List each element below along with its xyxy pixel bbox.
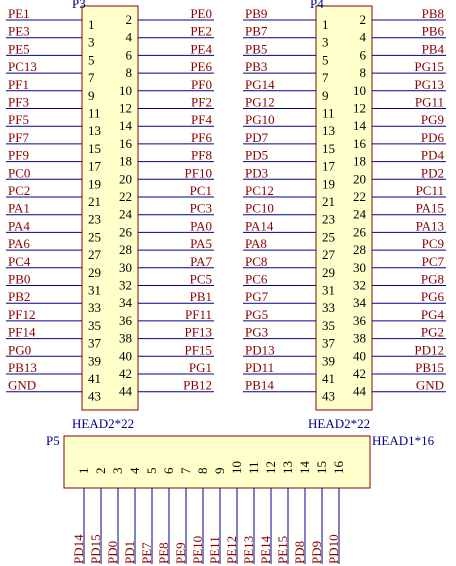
p3-left-net-label: PB0 bbox=[8, 271, 31, 287]
p4-even-pin-number: 22 bbox=[353, 189, 366, 204]
p4-left-net-label: PA8 bbox=[245, 236, 267, 252]
p4-odd-pin-number: 19 bbox=[322, 176, 335, 192]
p4-right-net-label: PC11 bbox=[415, 183, 444, 198]
p3-ref-label: P3 bbox=[72, 0, 86, 11]
p4-right-net-label: PA15 bbox=[415, 200, 444, 216]
p3-even-pin-number: 28 bbox=[119, 242, 132, 258]
p3-odd-pin-number: 29 bbox=[88, 264, 101, 280]
p4-right-net-label: PD6 bbox=[420, 129, 444, 145]
p3-odd-pin-number: 39 bbox=[88, 353, 101, 369]
p4-odd-pin-number: 3 bbox=[322, 34, 329, 50]
p4-right-net-label: PC7 bbox=[421, 253, 444, 269]
p4-odd-pin-number: 31 bbox=[322, 282, 335, 298]
p4-odd-pin-number: 21 bbox=[322, 194, 335, 209]
p3-odd-pin-number: 41 bbox=[88, 371, 101, 386]
p3-odd-pin-number: 25 bbox=[88, 229, 101, 245]
p5-pin-number: 12 bbox=[263, 461, 278, 474]
p3-left-net-label: PF7 bbox=[8, 129, 29, 145]
p5-net-label: PE14 bbox=[258, 535, 273, 564]
p4-right-net-label: PA13 bbox=[415, 218, 444, 234]
p4-left-net-label: PG7 bbox=[245, 289, 269, 305]
p4-right-net-label: PC9 bbox=[421, 236, 444, 252]
p5-pin-number: 15 bbox=[314, 461, 329, 474]
p3-left-net-label: PF9 bbox=[8, 147, 29, 163]
p4-odd-pin-number: 5 bbox=[322, 52, 329, 68]
p4-even-pin-number: 26 bbox=[353, 224, 366, 240]
p3-right-net-label: PE2 bbox=[190, 23, 212, 39]
p4-ref-label: P4 bbox=[310, 0, 324, 11]
p3-even-pin-number: 6 bbox=[125, 47, 132, 63]
p4-left-net-label: PC12 bbox=[245, 183, 274, 198]
p4-even-pin-number: 10 bbox=[353, 82, 366, 98]
p5-pin-number: 14 bbox=[297, 461, 312, 474]
p3-odd-pin-number: 33 bbox=[88, 300, 101, 316]
p4-odd-pin-number: 15 bbox=[322, 140, 335, 156]
p4-even-pin-number: 28 bbox=[353, 242, 366, 258]
p4-even-pin-number: 42 bbox=[353, 366, 366, 381]
p3-left-net-label: PE1 bbox=[8, 6, 30, 21]
p4-even-pin-number: 6 bbox=[359, 47, 366, 63]
p4-right-net-label: PB15 bbox=[415, 360, 444, 375]
p3-left-net-label: PC4 bbox=[8, 253, 31, 269]
p5-pin-number: 3 bbox=[110, 467, 125, 474]
connector-p5 bbox=[46, 433, 435, 564]
p3-left-net-label: PG0 bbox=[8, 342, 32, 358]
p3-right-net-label: PF8 bbox=[191, 147, 212, 163]
p5-pin-number: 9 bbox=[212, 467, 227, 474]
p3-left-net-label: PC13 bbox=[8, 59, 37, 75]
p5-pin-number: 13 bbox=[280, 461, 295, 474]
p4-even-pin-number: 8 bbox=[359, 65, 366, 81]
p4-even-pin-number: 40 bbox=[353, 348, 366, 364]
p5-net-label: PE12 bbox=[224, 535, 239, 564]
p4-even-pin-number: 38 bbox=[353, 330, 366, 346]
p4-left-net-label: PB9 bbox=[245, 6, 268, 21]
p5-pin-number: 16 bbox=[331, 461, 346, 474]
p3-left-net-label: PB2 bbox=[8, 289, 31, 305]
p4-even-pin-number: 18 bbox=[353, 153, 366, 169]
p3-left-net-label: PF14 bbox=[8, 324, 36, 340]
p4-right-net-label: PD4 bbox=[420, 147, 444, 163]
p3-odd-pin-number: 1 bbox=[88, 17, 95, 32]
p4-even-pin-number: 34 bbox=[353, 295, 366, 311]
p3-even-pin-number: 36 bbox=[119, 312, 132, 328]
p3-odd-pin-number: 7 bbox=[88, 70, 95, 86]
p5-pin-number: 11 bbox=[246, 461, 261, 474]
p3-left-net-label: PE5 bbox=[8, 41, 30, 57]
p4-left-net-label: PA14 bbox=[245, 218, 274, 234]
p3-comment-label: HEAD2*22 bbox=[72, 416, 135, 431]
p5-net-label: PE9 bbox=[173, 542, 188, 564]
p5-net-label: PD14 bbox=[71, 534, 86, 564]
p3-right-net-label: PC1 bbox=[189, 183, 212, 198]
p4-odd-pin-number: 33 bbox=[322, 300, 335, 316]
p3-left-net-label: GND bbox=[8, 377, 37, 393]
p3-even-pin-number: 44 bbox=[119, 383, 132, 399]
p4-even-pin-number: 32 bbox=[353, 277, 366, 293]
p4-left-net-label: PD13 bbox=[245, 342, 275, 358]
p3-even-pin-number: 2 bbox=[125, 12, 132, 27]
p3-left-net-label: PB13 bbox=[8, 360, 37, 375]
p5-pin-number: 6 bbox=[161, 467, 176, 474]
p5-pin-number: 8 bbox=[195, 467, 210, 474]
p3-odd-pin-number: 11 bbox=[88, 105, 101, 121]
p5-pin-number: 2 bbox=[93, 467, 108, 474]
p5-net-label: PE7 bbox=[139, 542, 154, 564]
p4-odd-pin-number: 39 bbox=[322, 353, 335, 369]
p4-left-net-label: PC6 bbox=[245, 271, 268, 287]
p3-even-pin-number: 30 bbox=[119, 259, 132, 275]
p4-even-pin-number: 36 bbox=[353, 312, 366, 328]
p4-left-net-label: PD3 bbox=[245, 165, 269, 181]
p3-even-pin-number: 10 bbox=[119, 82, 132, 98]
p3-odd-pin-number: 19 bbox=[88, 176, 101, 192]
p4-left-net-label: PG3 bbox=[245, 324, 269, 340]
p3-right-net-label: PE6 bbox=[190, 59, 212, 75]
p3-right-net-label: PE0 bbox=[190, 6, 212, 21]
p4-right-net-label: PG15 bbox=[414, 59, 444, 75]
p3-even-pin-number: 38 bbox=[119, 330, 132, 346]
p3-left-net-label: PF1 bbox=[8, 76, 29, 92]
p3-right-net-label: PA0 bbox=[190, 218, 212, 234]
p3-right-net-label: PF13 bbox=[184, 324, 212, 340]
p5-net-label: PE8 bbox=[156, 542, 171, 564]
p3-right-net-label: PF11 bbox=[185, 306, 212, 322]
p3-left-net-label: PC2 bbox=[8, 183, 31, 198]
p5-pin-number: 10 bbox=[229, 461, 244, 474]
p3-right-net-label: PF4 bbox=[191, 112, 212, 128]
p4-right-net-label: PB6 bbox=[421, 23, 444, 39]
p4-right-net-label: PG13 bbox=[414, 76, 444, 92]
p3-odd-pin-number: 3 bbox=[88, 34, 95, 50]
p4-odd-pin-number: 37 bbox=[322, 335, 335, 351]
p5-net-label: PD15 bbox=[88, 534, 103, 564]
p3-right-net-label: PC3 bbox=[189, 200, 212, 216]
p5-pin-number: 7 bbox=[178, 467, 193, 474]
p4-right-net-label: GND bbox=[415, 377, 444, 393]
p3-left-net-label: PA1 bbox=[8, 200, 30, 216]
p3-even-pin-number: 32 bbox=[119, 277, 132, 293]
connector-p3 bbox=[6, 0, 214, 431]
p3-even-pin-number: 14 bbox=[119, 118, 132, 134]
connector-p4 bbox=[243, 0, 446, 431]
p4-right-net-label: PG8 bbox=[420, 271, 444, 287]
p3-even-pin-number: 40 bbox=[119, 348, 132, 364]
p4-even-pin-number: 44 bbox=[353, 383, 366, 399]
p5-pin-number: 1 bbox=[76, 467, 91, 474]
p5-net-label: PD10 bbox=[326, 534, 341, 564]
p4-odd-pin-number: 9 bbox=[322, 87, 329, 103]
p3-right-net-label: PE4 bbox=[190, 41, 212, 57]
p4-odd-pin-number: 25 bbox=[322, 229, 335, 245]
p3-even-pin-number: 8 bbox=[125, 65, 132, 81]
p3-right-net-label: PG1 bbox=[188, 360, 212, 375]
p3-right-net-label: PF2 bbox=[191, 94, 212, 110]
p5-pin-number: 5 bbox=[144, 467, 159, 474]
p5-net-label: PD0 bbox=[105, 540, 120, 564]
p4-odd-pin-number: 13 bbox=[322, 123, 335, 139]
p4-left-net-label: PD7 bbox=[245, 129, 269, 145]
p4-even-pin-number: 2 bbox=[359, 12, 366, 27]
p3-right-net-label: PB1 bbox=[189, 289, 212, 305]
p5-net-label: PE11 bbox=[207, 536, 222, 564]
p3-even-pin-number: 16 bbox=[119, 135, 132, 151]
p3-odd-pin-number: 5 bbox=[88, 52, 95, 68]
p4-left-net-label: PB7 bbox=[245, 23, 268, 39]
p4-left-net-label: PC8 bbox=[245, 253, 268, 269]
p5-net-label: PD1 bbox=[122, 540, 137, 564]
p4-left-net-label: PD11 bbox=[245, 360, 275, 375]
p4-left-net-label: PB5 bbox=[245, 41, 268, 57]
p3-even-pin-number: 4 bbox=[125, 29, 132, 45]
p5-net-label: PE13 bbox=[241, 535, 256, 564]
p4-odd-pin-number: 29 bbox=[322, 264, 335, 280]
p4-odd-pin-number: 1 bbox=[322, 17, 329, 32]
p4-odd-pin-number: 17 bbox=[322, 158, 335, 174]
p4-even-pin-number: 4 bbox=[359, 29, 366, 45]
p3-right-net-label: PF15 bbox=[184, 342, 212, 358]
p4-right-net-label: PB4 bbox=[421, 41, 444, 57]
p3-even-pin-number: 24 bbox=[119, 206, 132, 222]
p4-left-net-label: PG5 bbox=[245, 306, 269, 322]
p4-left-net-label: PG12 bbox=[245, 94, 275, 110]
p3-right-net-label: PC5 bbox=[189, 271, 212, 287]
p4-left-net-label: PC10 bbox=[245, 200, 274, 216]
p3-right-net-label: PB12 bbox=[183, 377, 212, 393]
p4-right-net-label: PG6 bbox=[420, 289, 444, 305]
p3-left-net-label: PF3 bbox=[8, 94, 29, 110]
p4-even-pin-number: 20 bbox=[353, 171, 366, 187]
p3-odd-pin-number: 43 bbox=[88, 388, 101, 404]
p3-odd-pin-number: 17 bbox=[88, 158, 101, 174]
p4-right-net-label: PG9 bbox=[420, 112, 444, 128]
p4-left-net-label: PB3 bbox=[245, 59, 268, 75]
p3-right-net-label: PF10 bbox=[184, 165, 212, 181]
p5-comment-label: HEAD1*16 bbox=[372, 433, 435, 448]
p4-even-pin-number: 30 bbox=[353, 259, 366, 275]
p5-pin-number: 4 bbox=[127, 467, 142, 474]
p4-left-net-label: PG14 bbox=[245, 76, 275, 92]
p4-odd-pin-number: 43 bbox=[322, 388, 335, 404]
p3-left-net-label: PF12 bbox=[8, 306, 36, 322]
p4-left-net-label: PB14 bbox=[245, 377, 274, 393]
p3-left-net-label: PA6 bbox=[8, 236, 30, 252]
p3-even-pin-number: 20 bbox=[119, 171, 132, 187]
p3-odd-pin-number: 9 bbox=[88, 87, 95, 103]
p3-right-net-label: PA7 bbox=[190, 253, 212, 269]
p3-odd-pin-number: 35 bbox=[88, 317, 101, 333]
p4-left-net-label: PD5 bbox=[245, 147, 269, 163]
p3-even-pin-number: 12 bbox=[119, 100, 132, 116]
p3-even-pin-number: 42 bbox=[119, 366, 132, 381]
p4-odd-pin-number: 7 bbox=[322, 70, 329, 86]
p3-left-net-label: PE3 bbox=[8, 23, 30, 39]
p3-right-net-label: PF0 bbox=[191, 76, 212, 92]
p3-right-net-label: PA5 bbox=[190, 236, 212, 252]
p3-even-pin-number: 26 bbox=[119, 224, 132, 240]
p4-odd-pin-number: 27 bbox=[322, 247, 335, 263]
p3-odd-pin-number: 13 bbox=[88, 123, 101, 139]
p4-comment-label: HEAD2*22 bbox=[308, 416, 371, 431]
p5-net-label: PE10 bbox=[190, 535, 205, 564]
p3-odd-pin-number: 15 bbox=[88, 140, 101, 156]
p3-left-net-label: PF5 bbox=[8, 112, 29, 128]
p4-odd-pin-number: 11 bbox=[322, 105, 335, 121]
p3-odd-pin-number: 31 bbox=[88, 282, 101, 298]
p5-net-label: PD8 bbox=[292, 540, 307, 564]
p4-left-net-label: PG10 bbox=[245, 112, 275, 128]
p3-odd-pin-number: 21 bbox=[88, 194, 101, 209]
p3-odd-pin-number: 23 bbox=[88, 211, 101, 227]
p5-ref-label: P5 bbox=[46, 433, 60, 448]
p3-even-pin-number: 34 bbox=[119, 295, 132, 311]
p4-right-net-label: PG4 bbox=[420, 306, 444, 322]
p4-right-net-label: PD12 bbox=[414, 342, 444, 358]
p3-odd-pin-number: 27 bbox=[88, 247, 101, 263]
p4-right-net-label: PG2 bbox=[420, 324, 444, 340]
p4-even-pin-number: 24 bbox=[353, 206, 366, 222]
p5-net-label: PD9 bbox=[309, 540, 324, 564]
p4-even-pin-number: 14 bbox=[353, 118, 366, 134]
p5-net-label: PE15 bbox=[275, 535, 290, 564]
p4-odd-pin-number: 23 bbox=[322, 211, 335, 227]
p4-right-net-label: PD2 bbox=[420, 165, 444, 181]
p3-even-pin-number: 18 bbox=[119, 153, 132, 169]
p3-left-net-label: PA4 bbox=[8, 218, 30, 234]
p4-even-pin-number: 12 bbox=[353, 100, 366, 116]
p4-right-net-label: PB8 bbox=[421, 6, 444, 21]
p4-even-pin-number: 16 bbox=[353, 135, 366, 151]
p4-odd-pin-number: 41 bbox=[322, 371, 335, 386]
p4-odd-pin-number: 35 bbox=[322, 317, 335, 333]
p3-right-net-label: PF6 bbox=[191, 129, 212, 145]
p3-odd-pin-number: 37 bbox=[88, 335, 101, 351]
p4-right-net-label: PG11 bbox=[414, 94, 444, 110]
p3-left-net-label: PC0 bbox=[8, 165, 31, 181]
p3-even-pin-number: 22 bbox=[119, 189, 132, 204]
